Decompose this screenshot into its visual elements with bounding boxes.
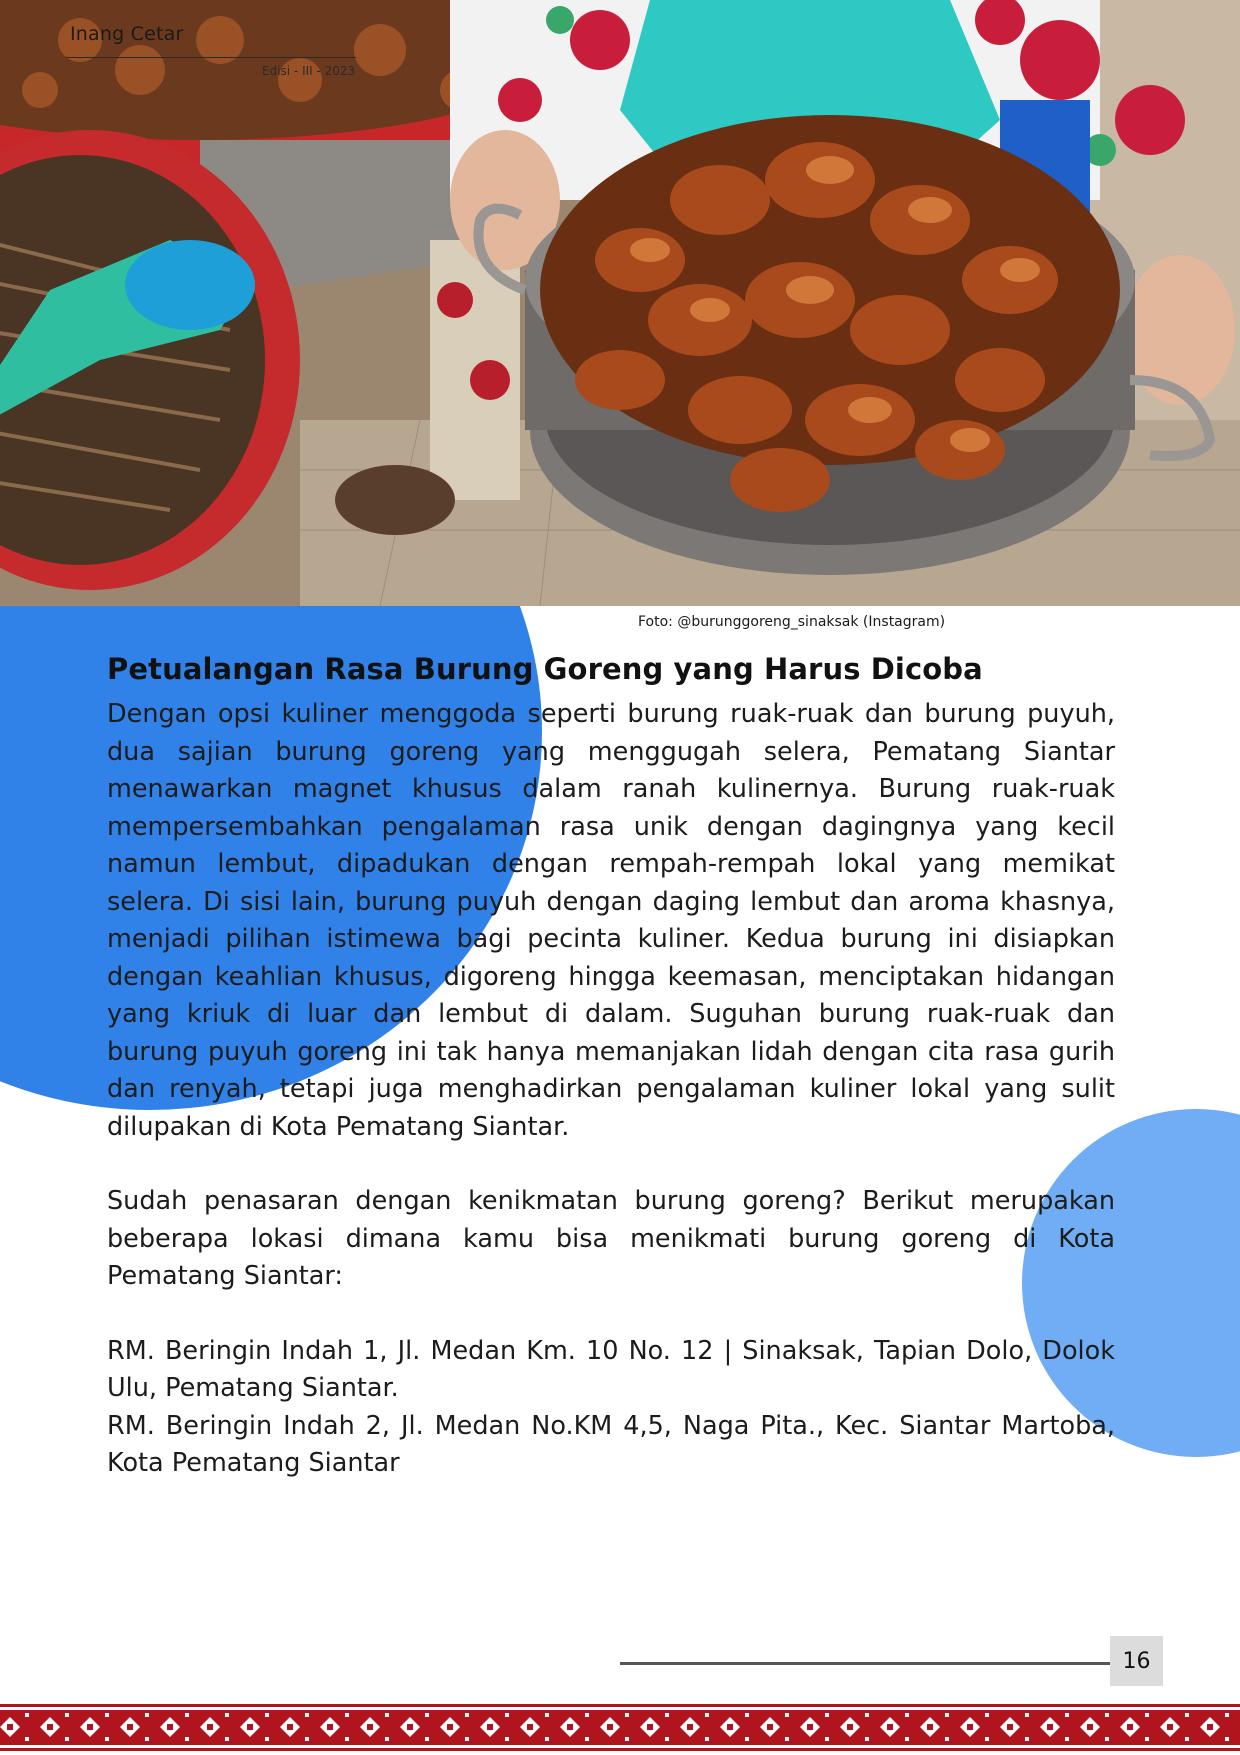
article-photo [0,0,1240,606]
paragraph-spacer [107,1296,1115,1333]
photo-caption: Foto: @burunggoreng_sinaksak (Instagram) [638,614,946,630]
location-item: RM. Beringin Indah 2, Jl. Medan No.KM 4,5, Naga Pita., Kec. Siantar Martoba, Kota Pematang Siantar [107,1410,1115,1478]
page-number: 16 [1110,1636,1163,1686]
location-item: RM. Beringin Indah 1, Jl. Medan Km. 10 No. 12 | Sinaksak, Tapian Dolo, Dolok Ulu, Pematang Siantar. [107,1335,1115,1403]
article-heading: Petualangan Rasa Burung Goreng yang Harus Dicoba [107,652,983,686]
footer-divider [620,1662,1112,1665]
article-paragraph: Dengan opsi kuliner menggoda seperti burung ruak-ruak dan burung puyuh, dua sajian burung goreng yang menggugah selera, Pematang Siantar menawarkan magnet khusus dalam ranah kulinernya. Burung ruak-ruak mempersembahkan pengalaman rasa unik dengan dagingnya yang kecil namun lembut, dipadukan dengan rempah-rempah lokal yang memikat selera. Di sisi lain, burung puyuh dengan daging lembut dan aroma khasnya, menjadi pilihan istimewa bagi pecinta kuliner. Kedua burung ini disiapkan dengan keahlian khusus, digoreng hingga keemasan, menciptakan hidangan yang kriuk di luar dan lembut di dalam. Suguhan burung ruak-ruak dan burung puyuh goreng ini tak hanya memanjakan lidah dengan cita rasa gurih dan renyah, tetapi juga menghadirkan pengalaman kuliner lokal yang sulit dilupakan di Kota Pematang Siantar. [107,699,1115,1142]
magazine-title: Inang Cetar [70,23,184,45]
edition-label: Edisi - III - 2023 [262,64,356,78]
article-body [107,652,1115,1483]
ulos-pattern-border [0,1700,1240,1755]
paragraph-spacer [107,1146,1115,1183]
article-paragraph: Sudah penasaran dengan kenikmatan burung goreng? Berikut merupakan beberapa lokasi dimana kamu bisa menikmati burung goreng di Kota Pematang Siantar: [107,1186,1115,1291]
fried-bird-pot-photo [0,0,1240,606]
masthead-divider [66,57,356,58]
